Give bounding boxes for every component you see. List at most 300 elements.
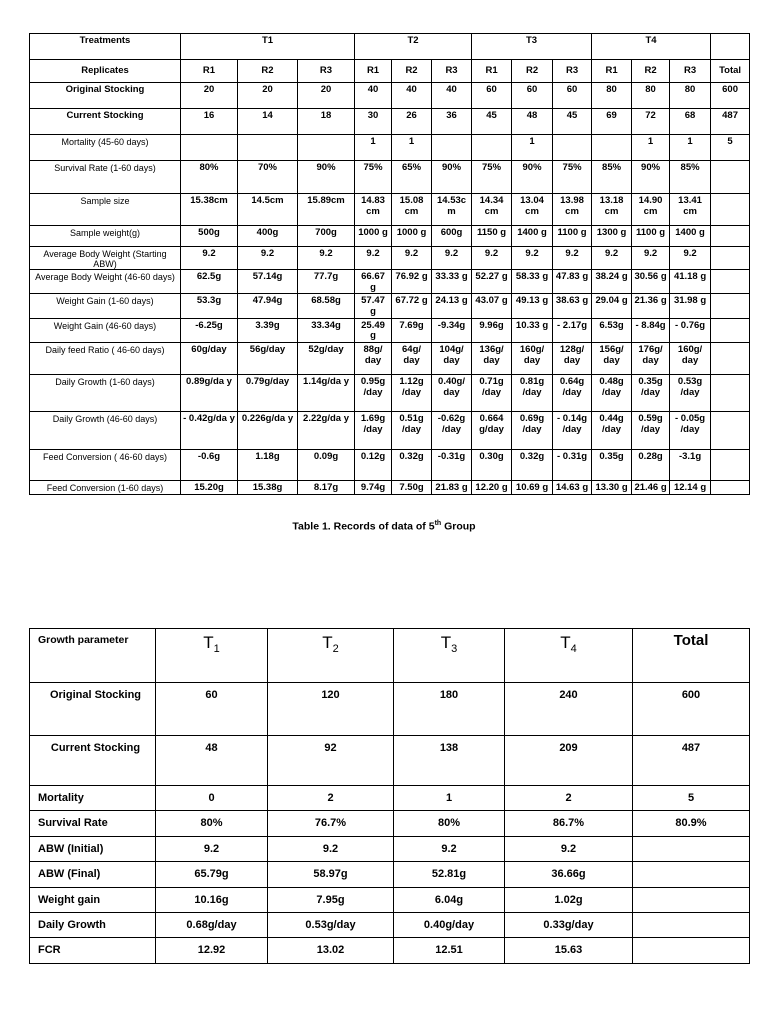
table-cell: 120 — [268, 683, 394, 736]
table-cell: 58.97g — [268, 862, 394, 888]
table-row — [30, 161, 750, 194]
table-cell: 9.2 — [298, 247, 355, 270]
table-cell: 31.98 g — [670, 294, 711, 318]
replicate-header: R2 — [392, 60, 432, 83]
table-cell — [553, 135, 592, 161]
table-row — [30, 194, 750, 226]
table-cell: 9.2 — [472, 247, 512, 270]
growth-summary-table — [29, 628, 750, 964]
table-cell: 14.63 g — [553, 480, 592, 494]
table-cell — [238, 135, 298, 161]
table-cell: 1 — [392, 135, 432, 161]
table-cell: 0.44g /day — [592, 411, 632, 449]
empty-total-header — [711, 34, 750, 60]
table-cell: 0.32g — [512, 449, 553, 480]
replicate-header: R1 — [592, 60, 632, 83]
table-cell: 10.33 g — [512, 318, 553, 342]
table-row — [30, 135, 750, 161]
table-cell: 0.48g /day — [592, 374, 632, 411]
table-cell: 1.14g/da y — [298, 374, 355, 411]
table-cell: 45 — [472, 109, 512, 135]
table-cell: 0.71g /day — [472, 374, 512, 411]
row-label: Sample size — [30, 194, 181, 226]
table-cell: 24.13 g — [432, 294, 472, 318]
treatment-subscript: 3 — [451, 643, 458, 655]
table-cell: 9.2 — [355, 247, 392, 270]
table-cell: 80% — [156, 811, 268, 837]
total-cell: 600 — [711, 83, 750, 109]
table-cell: 176g/ day — [632, 342, 670, 374]
caption-superscript: th — [434, 520, 442, 527]
table-cell: 500g — [181, 226, 238, 247]
table-cell: 0 — [156, 786, 268, 811]
table-cell: 13.04 cm — [512, 194, 553, 226]
table-cell: 49.13 g — [512, 294, 553, 318]
table-row — [30, 862, 750, 888]
table-cell: 0.28g — [632, 449, 670, 480]
table-cell: 60 — [512, 83, 553, 109]
table-cell: 1 — [512, 135, 553, 161]
row-label: Daily Growth (46-60 days) — [30, 411, 181, 449]
table-row — [30, 270, 750, 294]
table-cell — [633, 888, 750, 913]
table-cell: 1.18g — [238, 449, 298, 480]
table-cell: 6.53g — [592, 318, 632, 342]
table-cell: 30.56 g — [632, 270, 670, 294]
table-cell: 240 — [505, 683, 633, 736]
replicates-row — [30, 60, 750, 83]
table-cell: 85% — [670, 161, 711, 194]
table-cell: 60g/day — [181, 342, 238, 374]
row-label: Daily feed Ratio ( 46-60 days) — [30, 342, 181, 374]
table-cell: 80 — [670, 83, 711, 109]
table-cell: 128g/ day — [553, 342, 592, 374]
table-cell: 0.40g/day — [394, 913, 505, 938]
table-cell: 7.95g — [268, 888, 394, 913]
row-label: ABW (Final) — [30, 862, 156, 888]
table-cell — [592, 135, 632, 161]
total-cell: 5 — [711, 135, 750, 161]
table-cell: 80% — [181, 161, 238, 194]
row-label: ABW (Initial) — [30, 837, 156, 862]
table-cell: 14.34 cm — [472, 194, 512, 226]
table-row — [30, 786, 750, 811]
table-cell: 14.53c m — [432, 194, 472, 226]
table-cell: 487 — [633, 736, 750, 786]
table-cell: 26 — [392, 109, 432, 135]
total-cell — [711, 194, 750, 226]
table-cell: 20 — [238, 83, 298, 109]
table-row — [30, 294, 750, 318]
table-cell: 180 — [394, 683, 505, 736]
table-cell: 90% — [512, 161, 553, 194]
treatments-row — [30, 34, 750, 60]
table-cell: 0.51g /day — [392, 411, 432, 449]
table-cell: 0.69g /day — [512, 411, 553, 449]
treatment-letter: T — [440, 633, 452, 652]
table-cell: 80% — [394, 811, 505, 837]
treatment-header-1 — [156, 629, 268, 683]
table-cell: 0.12g — [355, 449, 392, 480]
row-label: Weight Gain (46-60 days) — [30, 318, 181, 342]
table-cell: 9.2 — [592, 247, 632, 270]
table-cell: 14.83 cm — [355, 194, 392, 226]
table-cell: 600 — [633, 683, 750, 736]
caption-text: Table 1. Records of data of 5 — [292, 520, 435, 533]
table-cell: 77.7g — [298, 270, 355, 294]
growth-parameter-label: Growth parameter — [30, 629, 156, 683]
table-cell — [633, 837, 750, 862]
table-cell: 1000 g — [355, 226, 392, 247]
table-cell: 13.02 — [268, 938, 394, 964]
table-cell: 160g/ day — [670, 342, 711, 374]
row-label: Current Stocking — [30, 736, 156, 786]
table-cell: 12.14 g — [670, 480, 711, 494]
table-row — [30, 480, 750, 494]
table-cell: -0.31g — [432, 449, 472, 480]
table-cell: 209 — [505, 736, 633, 786]
treatment-subscript: 1 — [213, 643, 220, 655]
treatment-letter: T — [322, 633, 333, 652]
treatment-header-3 — [394, 629, 505, 683]
table-cell: 92 — [268, 736, 394, 786]
table-cell: 12.51 — [394, 938, 505, 964]
table-cell: 57.47 g — [355, 294, 392, 318]
table-cell: 9.2 — [512, 247, 553, 270]
row-label: Feed Conversion (1-60 days) — [30, 480, 181, 494]
table-cell: 53.3g — [181, 294, 238, 318]
row-label: Original Stocking — [30, 83, 181, 109]
table-cell: 47.83 g — [553, 270, 592, 294]
table-row — [30, 913, 750, 938]
row-label: Daily Growth (1-60 days) — [30, 374, 181, 411]
table-cell: 600g — [432, 226, 472, 247]
row-label: Sample weight(g) — [30, 226, 181, 247]
table-cell: 0.59g /day — [632, 411, 670, 449]
table-cell: 0.89g/da y — [181, 374, 238, 411]
replicate-header: R2 — [238, 60, 298, 83]
table-cell: 1400 g — [670, 226, 711, 247]
table-cell: 52g/day — [298, 342, 355, 374]
table-cell: 40 — [432, 83, 472, 109]
replicate-header: R3 — [670, 60, 711, 83]
table-cell: 38.63 g — [553, 294, 592, 318]
table-cell: -9.34g — [432, 318, 472, 342]
treatment-header-2 — [268, 629, 394, 683]
total-cell — [711, 342, 750, 374]
row-label: Current Stocking — [30, 109, 181, 135]
total-header: Total — [711, 60, 750, 83]
table-cell: 13.41 cm — [670, 194, 711, 226]
table-cell — [472, 135, 512, 161]
table-cell: 67.72 g — [392, 294, 432, 318]
row-label: Survival Rate — [30, 811, 156, 837]
table-row — [30, 247, 750, 270]
table-cell: 9.2 — [505, 837, 633, 862]
treatment-header-4 — [505, 629, 633, 683]
table-cell: 14.5cm — [238, 194, 298, 226]
table-cell: 13.18 cm — [592, 194, 632, 226]
table-row — [30, 811, 750, 837]
table-cell: 0.664 g/day — [472, 411, 512, 449]
table-cell: 36 — [432, 109, 472, 135]
table-cell: 65.79g — [156, 862, 268, 888]
table-cell: 75% — [472, 161, 512, 194]
replicate-header: R2 — [632, 60, 670, 83]
table-cell: 76.7% — [268, 811, 394, 837]
treatment-group-3: T3 — [472, 34, 592, 60]
table-cell: 1.12g /day — [392, 374, 432, 411]
row-label: Weight gain — [30, 888, 156, 913]
table-cell: 9.2 — [632, 247, 670, 270]
table-cell: 21.36 g — [632, 294, 670, 318]
table-cell: 18 — [298, 109, 355, 135]
table-cell: 700g — [298, 226, 355, 247]
row-label: Average Body Weight (46-60 days) — [30, 270, 181, 294]
table-cell: 76.92 g — [392, 270, 432, 294]
total-cell — [711, 270, 750, 294]
table-cell: 68.58g — [298, 294, 355, 318]
table-cell: 9.2 — [238, 247, 298, 270]
table-cell: 0.30g — [472, 449, 512, 480]
table-cell: - 0.42g/da y — [181, 411, 238, 449]
table-cell: 43.07 g — [472, 294, 512, 318]
table-cell: 1100 g — [632, 226, 670, 247]
row-label: Mortality (45-60 days) — [30, 135, 181, 161]
total-cell — [711, 411, 750, 449]
table-cell: 0.40g/ day — [432, 374, 472, 411]
table-cell — [432, 135, 472, 161]
table-cell: 57.14g — [238, 270, 298, 294]
table-cell: 1.02g — [505, 888, 633, 913]
table-cell: 21.46 g — [632, 480, 670, 494]
table-cell: 1 — [632, 135, 670, 161]
replicate-header: R2 — [512, 60, 553, 83]
table-cell: 0.53g/day — [268, 913, 394, 938]
table-row — [30, 374, 750, 411]
table-cell: 33.34g — [298, 318, 355, 342]
table-cell: 13.98 cm — [553, 194, 592, 226]
table-cell: 21.83 g — [432, 480, 472, 494]
table-cell: 0.35g /day — [632, 374, 670, 411]
table-row — [30, 342, 750, 374]
table-cell: 9.2 — [670, 247, 711, 270]
table-cell: 85% — [592, 161, 632, 194]
table-cell: 1 — [394, 786, 505, 811]
table-row — [30, 411, 750, 449]
table-cell: - 0.05g /day — [670, 411, 711, 449]
total-cell — [711, 480, 750, 494]
table-cell: 1300 g — [592, 226, 632, 247]
caption-suffix: Group — [441, 520, 476, 533]
table-cell: 60 — [472, 83, 512, 109]
table-cell: 138 — [394, 736, 505, 786]
table-cell: 20 — [181, 83, 238, 109]
table-cell: 15.63 — [505, 938, 633, 964]
table-cell: 9.2 — [156, 837, 268, 862]
table-cell: 80.9% — [633, 811, 750, 837]
table-cell: 136g/ day — [472, 342, 512, 374]
table-cell: 65% — [392, 161, 432, 194]
table-cell: 66.67 g — [355, 270, 392, 294]
row-label: Original Stocking — [30, 683, 156, 736]
table-cell: 75% — [553, 161, 592, 194]
table-cell: 104g/ day — [432, 342, 472, 374]
table-cell: 9.74g — [355, 480, 392, 494]
table-cell: - 0.76g — [670, 318, 711, 342]
row-label: Feed Conversion ( 46-60 days) — [30, 449, 181, 480]
summary-total-header: Total — [633, 629, 750, 683]
table-cell: - 0.14g /day — [553, 411, 592, 449]
total-cell — [711, 374, 750, 411]
table-cell: 47.94g — [238, 294, 298, 318]
table-cell: 9.2 — [394, 837, 505, 862]
table-cell: 160g/ day — [512, 342, 553, 374]
table-cell: 80 — [592, 83, 632, 109]
table-cell: - 2.17g — [553, 318, 592, 342]
replicate-header: R1 — [472, 60, 512, 83]
total-cell — [711, 449, 750, 480]
table-cell: 1100 g — [553, 226, 592, 247]
table-cell: 2 — [268, 786, 394, 811]
total-cell: 487 — [711, 109, 750, 135]
table-cell: 1 — [670, 135, 711, 161]
table-cell: 15.20g — [181, 480, 238, 494]
treatment-subscript: 2 — [332, 643, 339, 655]
table-cell: 10.69 g — [512, 480, 553, 494]
table-cell: 15.08 cm — [392, 194, 432, 226]
table-cell: 14 — [238, 109, 298, 135]
treatment-letter: T — [203, 633, 214, 652]
row-label: Daily Growth — [30, 913, 156, 938]
table-row — [30, 449, 750, 480]
table-cell: 1150 g — [472, 226, 512, 247]
table-cell: 9.2 — [181, 247, 238, 270]
replicate-header: R3 — [553, 60, 592, 83]
table-cell: 52.81g — [394, 862, 505, 888]
table-row — [30, 683, 750, 736]
table-cell — [633, 938, 750, 964]
table-cell: 56g/day — [238, 342, 298, 374]
table-cell: 72 — [632, 109, 670, 135]
table-cell: 9.2 — [392, 247, 432, 270]
table-cell: 0.95g /day — [355, 374, 392, 411]
table-cell: 0.68g/day — [156, 913, 268, 938]
table-cell: 0.32g — [392, 449, 432, 480]
row-label: Average Body Weight (Starting ABW) — [30, 247, 181, 270]
table-cell: -3.1g — [670, 449, 711, 480]
table-cell: 7.50g — [392, 480, 432, 494]
table-cell: 0.79g/day — [238, 374, 298, 411]
table-cell: 0.33g/day — [505, 913, 633, 938]
total-cell — [711, 161, 750, 194]
treatment-letter: T — [560, 633, 571, 652]
row-label: Weight Gain (1-60 days) — [30, 294, 181, 318]
table-row — [30, 736, 750, 786]
table-cell: 52.27 g — [472, 270, 512, 294]
table-cell: 38.24 g — [592, 270, 632, 294]
table-cell: 48 — [512, 109, 553, 135]
table-cell: 15.89cm — [298, 194, 355, 226]
table-cell: 29.04 g — [592, 294, 632, 318]
table-cell: 6.04g — [394, 888, 505, 913]
table-cell: 9.2 — [268, 837, 394, 862]
table-row — [30, 318, 750, 342]
table-cell: 41.18 g — [670, 270, 711, 294]
table-cell: 48 — [156, 736, 268, 786]
table-cell: 75% — [355, 161, 392, 194]
table-cell: 0.09g — [298, 449, 355, 480]
treatment-subscript: 4 — [570, 643, 577, 655]
table-cell: 2 — [505, 786, 633, 811]
table-cell: -6.25g — [181, 318, 238, 342]
table-cell: - 8.84g — [632, 318, 670, 342]
table-cell: 156g/ day — [592, 342, 632, 374]
table-cell: 58.33 g — [512, 270, 553, 294]
table-cell: - 0.31g — [553, 449, 592, 480]
table-cell: 7.69g — [392, 318, 432, 342]
table-cell: 13.30 g — [592, 480, 632, 494]
summary-header-row — [30, 629, 750, 683]
table-cell: 9.96g — [472, 318, 512, 342]
replicate-header: R3 — [298, 60, 355, 83]
total-cell — [711, 226, 750, 247]
table-cell: 60 — [553, 83, 592, 109]
table-row — [30, 109, 750, 135]
table-cell: 14.90 cm — [632, 194, 670, 226]
table-cell: 40 — [355, 83, 392, 109]
table-cell — [633, 862, 750, 888]
table-cell: 90% — [632, 161, 670, 194]
table-cell: 36.66g — [505, 862, 633, 888]
table-cell: 33.33 g — [432, 270, 472, 294]
table-cell: 3.39g — [238, 318, 298, 342]
table-cell: 68 — [670, 109, 711, 135]
table-row — [30, 83, 750, 109]
table-cell: 69 — [592, 109, 632, 135]
table-cell: 5 — [633, 786, 750, 811]
table-cell: 1400 g — [512, 226, 553, 247]
table-row — [30, 938, 750, 964]
treatments-label: Treatments — [30, 34, 181, 60]
row-label: Survival Rate (1-60 days) — [30, 161, 181, 194]
table-cell: 9.2 — [432, 247, 472, 270]
table-cell: 15.38cm — [181, 194, 238, 226]
table-cell: 90% — [432, 161, 472, 194]
table-cell: 45 — [553, 109, 592, 135]
table-cell: 86.7% — [505, 811, 633, 837]
table-cell: 9.2 — [553, 247, 592, 270]
treatment-group-1: T1 — [181, 34, 355, 60]
total-cell — [711, 318, 750, 342]
table-cell: -0.62g /day — [432, 411, 472, 449]
replicates-label: Replicates — [30, 60, 181, 83]
table-cell — [633, 913, 750, 938]
table-cell: 0.64g /day — [553, 374, 592, 411]
table-cell: 30 — [355, 109, 392, 135]
table-cell: 1 — [355, 135, 392, 161]
table-cell — [298, 135, 355, 161]
row-label: FCR — [30, 938, 156, 964]
table-cell: 12.92 — [156, 938, 268, 964]
table-row — [30, 226, 750, 247]
table-cell: 80 — [632, 83, 670, 109]
table-cell: 0.35g — [592, 449, 632, 480]
treatment-group-4: T4 — [592, 34, 711, 60]
table-cell: 88g/ day — [355, 342, 392, 374]
row-label: Mortality — [30, 786, 156, 811]
table-cell: 0.81g /day — [512, 374, 553, 411]
